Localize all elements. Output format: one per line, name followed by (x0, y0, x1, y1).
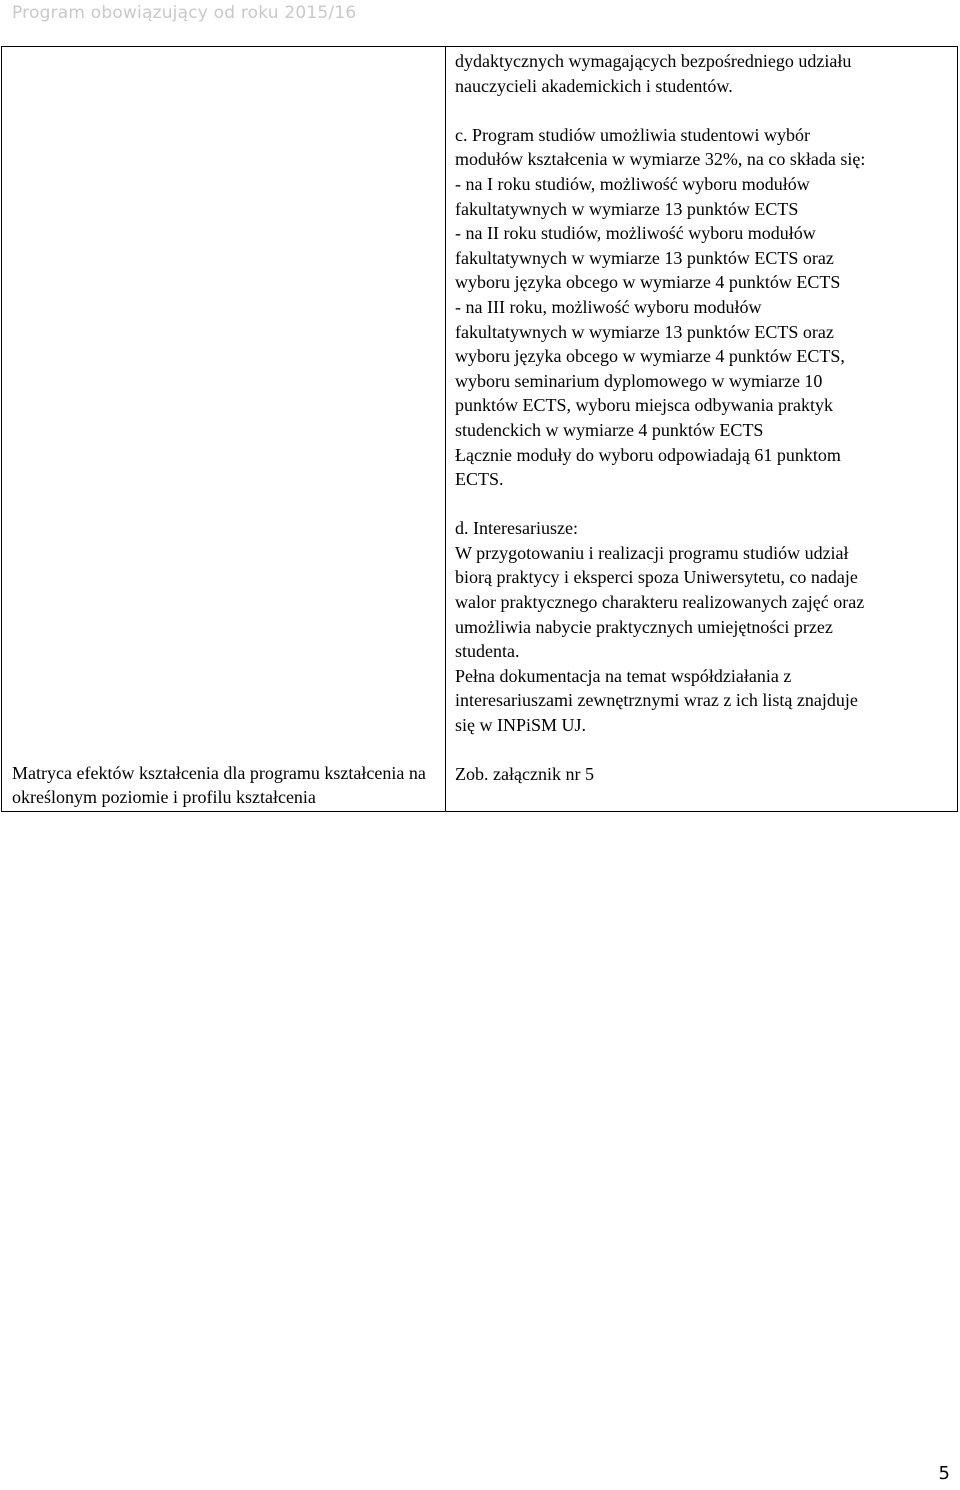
text-line: ECTS. (455, 469, 504, 490)
text-line: fakultatywnych w wymiarze 13 punktów ECTS oraz (455, 321, 834, 342)
text-line: W przygotowaniu i realizacji programu studiów udział (455, 542, 849, 563)
text-line: wyboru języka obcego w wymiarze 4 punktów ECTS, (455, 346, 845, 367)
text-line: fakultatywnych w wymiarze 13 punktów ECTS oraz (455, 247, 834, 268)
text-line: umożliwia nabycie praktycznych umiejętności przez (455, 616, 833, 637)
text-line: fakultatywnych w wymiarze 13 punktów ECTS (455, 198, 799, 219)
text-line: interesariuszami zewnętrznymi wraz z ich listą znajduje (455, 690, 858, 711)
right-cell-content (455, 49, 955, 787)
text-line: Pełna dokumentacja na temat współdziałania z (455, 665, 792, 686)
text-line: - na III roku, możliwość wyboru modułów (455, 296, 762, 317)
text-line: modułów kształcenia w wymiarze 32%, na co składa się: (455, 149, 866, 170)
attachment-reference: Zob. załącznik nr 5 (455, 764, 594, 785)
text-line: - na II roku studiów, możliwość wyboru modułów (455, 223, 816, 244)
text-line: Łącznie moduły do wyboru odpowiadają 61 punktom (455, 444, 841, 465)
page-header: Program obowiązujący od roku 2015/16 (12, 3, 357, 23)
text-line: się w INPiSM UJ. (455, 715, 587, 736)
page-number: 5 (938, 1463, 950, 1484)
text-line: studenta. (455, 641, 520, 662)
section-d-heading: d. Interesariusze: (455, 518, 578, 539)
left-cell-label: Matryca efektów kształcenia dla programu kształcenia na określonym poziomie i profilu kształcenia (12, 763, 426, 807)
text-line: wyboru seminarium dyplomowego w wymiarze 10 (455, 370, 823, 391)
text-line: biorą praktycy i eksperci spoza Uniwersytetu, co nadaje (455, 567, 858, 588)
text-line: - na I roku studiów, możliwość wyboru modułów (455, 173, 810, 194)
text-line: punktów ECTS, wyboru miejsca odbywania praktyk (455, 395, 833, 416)
document-table (1, 46, 958, 812)
text-line: studenckich w wymiarze 4 punktów ECTS (455, 419, 764, 440)
text-line: walor praktycznego charakteru realizowanych zajęć oraz (455, 592, 865, 613)
text-line: nauczycieli akademickich i studentów. (455, 75, 733, 96)
column-divider (445, 47, 446, 811)
text-line: dydaktycznych wymagających bezpośredniego udziału (455, 51, 852, 71)
section-c-heading: c. Program studiów umożliwia studentowi wybór (455, 124, 810, 145)
text-line: wyboru języka obcego w wymiarze 4 punktów ECTS (455, 272, 841, 293)
